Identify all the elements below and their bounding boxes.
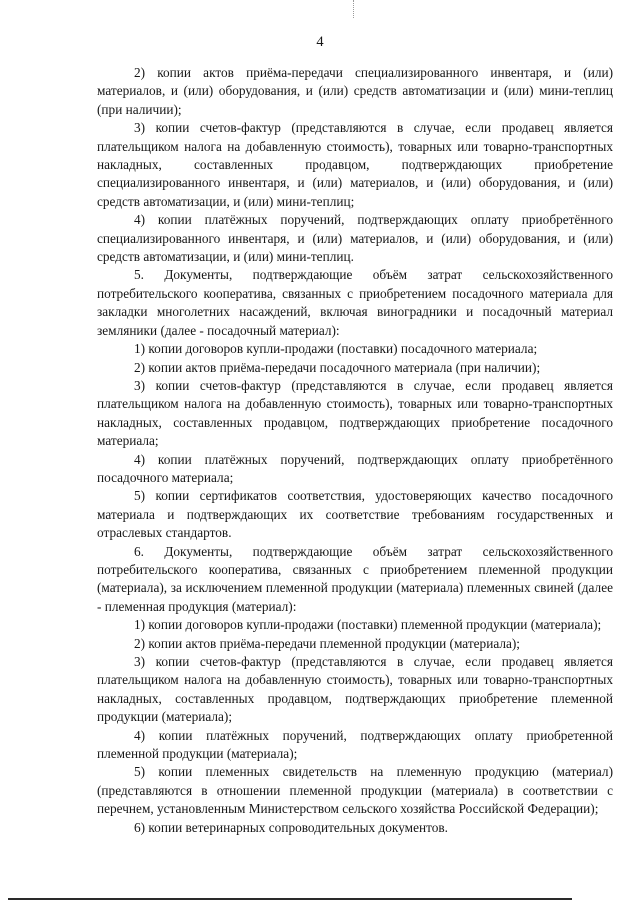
- paragraph: 2) копии актов приёма-передачи специализированного инвентаря, и (или) материалов, и (или) оборудования, и (или) средств автоматизации и (или) мини-теплиц (при наличии);: [97, 65, 613, 117]
- paragraph: 6) копии ветеринарных сопроводительных документов.: [134, 819, 448, 835]
- page-number: 4: [316, 34, 324, 50]
- paragraph: 3) копии счетов-фактур (представляются в случае, если продавец является плательщиком налога на добавленную стоимость), товарных или товарно-транспортных накладных, составленных продавцом, подтверждающих приобретение племенной продукции (материала);: [97, 654, 613, 725]
- paragraph: 1) копии договоров купли-продажи (поставки) посадочного материала;: [134, 341, 538, 357]
- paragraph: 4) копии платёжных поручений, подтверждающих оплату приобретенной племенной продукции (материала);: [97, 727, 613, 762]
- paragraph: 5) копии сертификатов соответствия, удостоверяющих качество посадочного материала и подтверждающих их соответствие требованиям государственных и отраслевых стандартов.: [97, 488, 613, 541]
- top-edge-mark: [353, 0, 355, 18]
- paragraph: 6. Документы, подтверждающие объём затрат сельскохозяйственного потребительского кооператива, связанных с приобретением племенной продукции (материала), за исключением племенной продукции (материала) племенных свиней (далее - племенная продукция (материал):: [97, 543, 613, 614]
- paragraph: 3) копии счетов-фактур (представляются в случае, если продавец является плательщиком налога на добавленную стоимость), товарных или товарно-транспортных накладных, составленных продавцом, подтверждающих приобретение специализированного инвентаря, и (или) материалов, и (или) оборудования, и (или) средств автоматизации, и (или) мини-теплиц;: [97, 120, 613, 209]
- paragraph: 5. Документы, подтверждающие объём затрат сельскохозяйственного потребительского кооператива, связанных с приобретением посадочного материала для закладки многолетних насаждений, включая виноградники и посадочный материал земляники (далее - посадочный материал):: [97, 267, 613, 338]
- document-body: [97, 64, 613, 837]
- paragraph: 5) копии племенных свидетельств на племенную продукцию (материал) (представляются в отношении племенной продукции (материала) в соответствии с перечнем, установленным Министерством сельского хозяйства Российской Федерации);: [97, 764, 613, 817]
- bottom-scan-edge: [8, 898, 572, 900]
- paragraph: 4) копии платёжных поручений, подтверждающих оплату приобретённого специализированного инвентаря, и (или) материалов, и (или) оборудования, и (или) средств автоматизации, и (или) мини-теплиц.: [97, 212, 613, 265]
- paragraph: 3) копии счетов-фактур (представляются в случае, если продавец является плательщиком налога на добавленную стоимость), товарных или товарно-транспортных накладных, составленных продавцом, подтверждающих приобретение посадочного материала;: [97, 377, 613, 449]
- paragraph: 2) копии актов приёма-передачи племенной продукции (материала);: [134, 635, 520, 651]
- paragraph: 1) копии договоров купли-продажи (поставки) племенной продукции (материала);: [134, 617, 602, 633]
- paragraph: 4) копии платёжных поручений, подтверждающих оплату приобретённого посадочного материала;: [97, 451, 613, 485]
- paragraph: 2) копии актов приёма-передачи посадочного материала (при наличии);: [134, 359, 541, 375]
